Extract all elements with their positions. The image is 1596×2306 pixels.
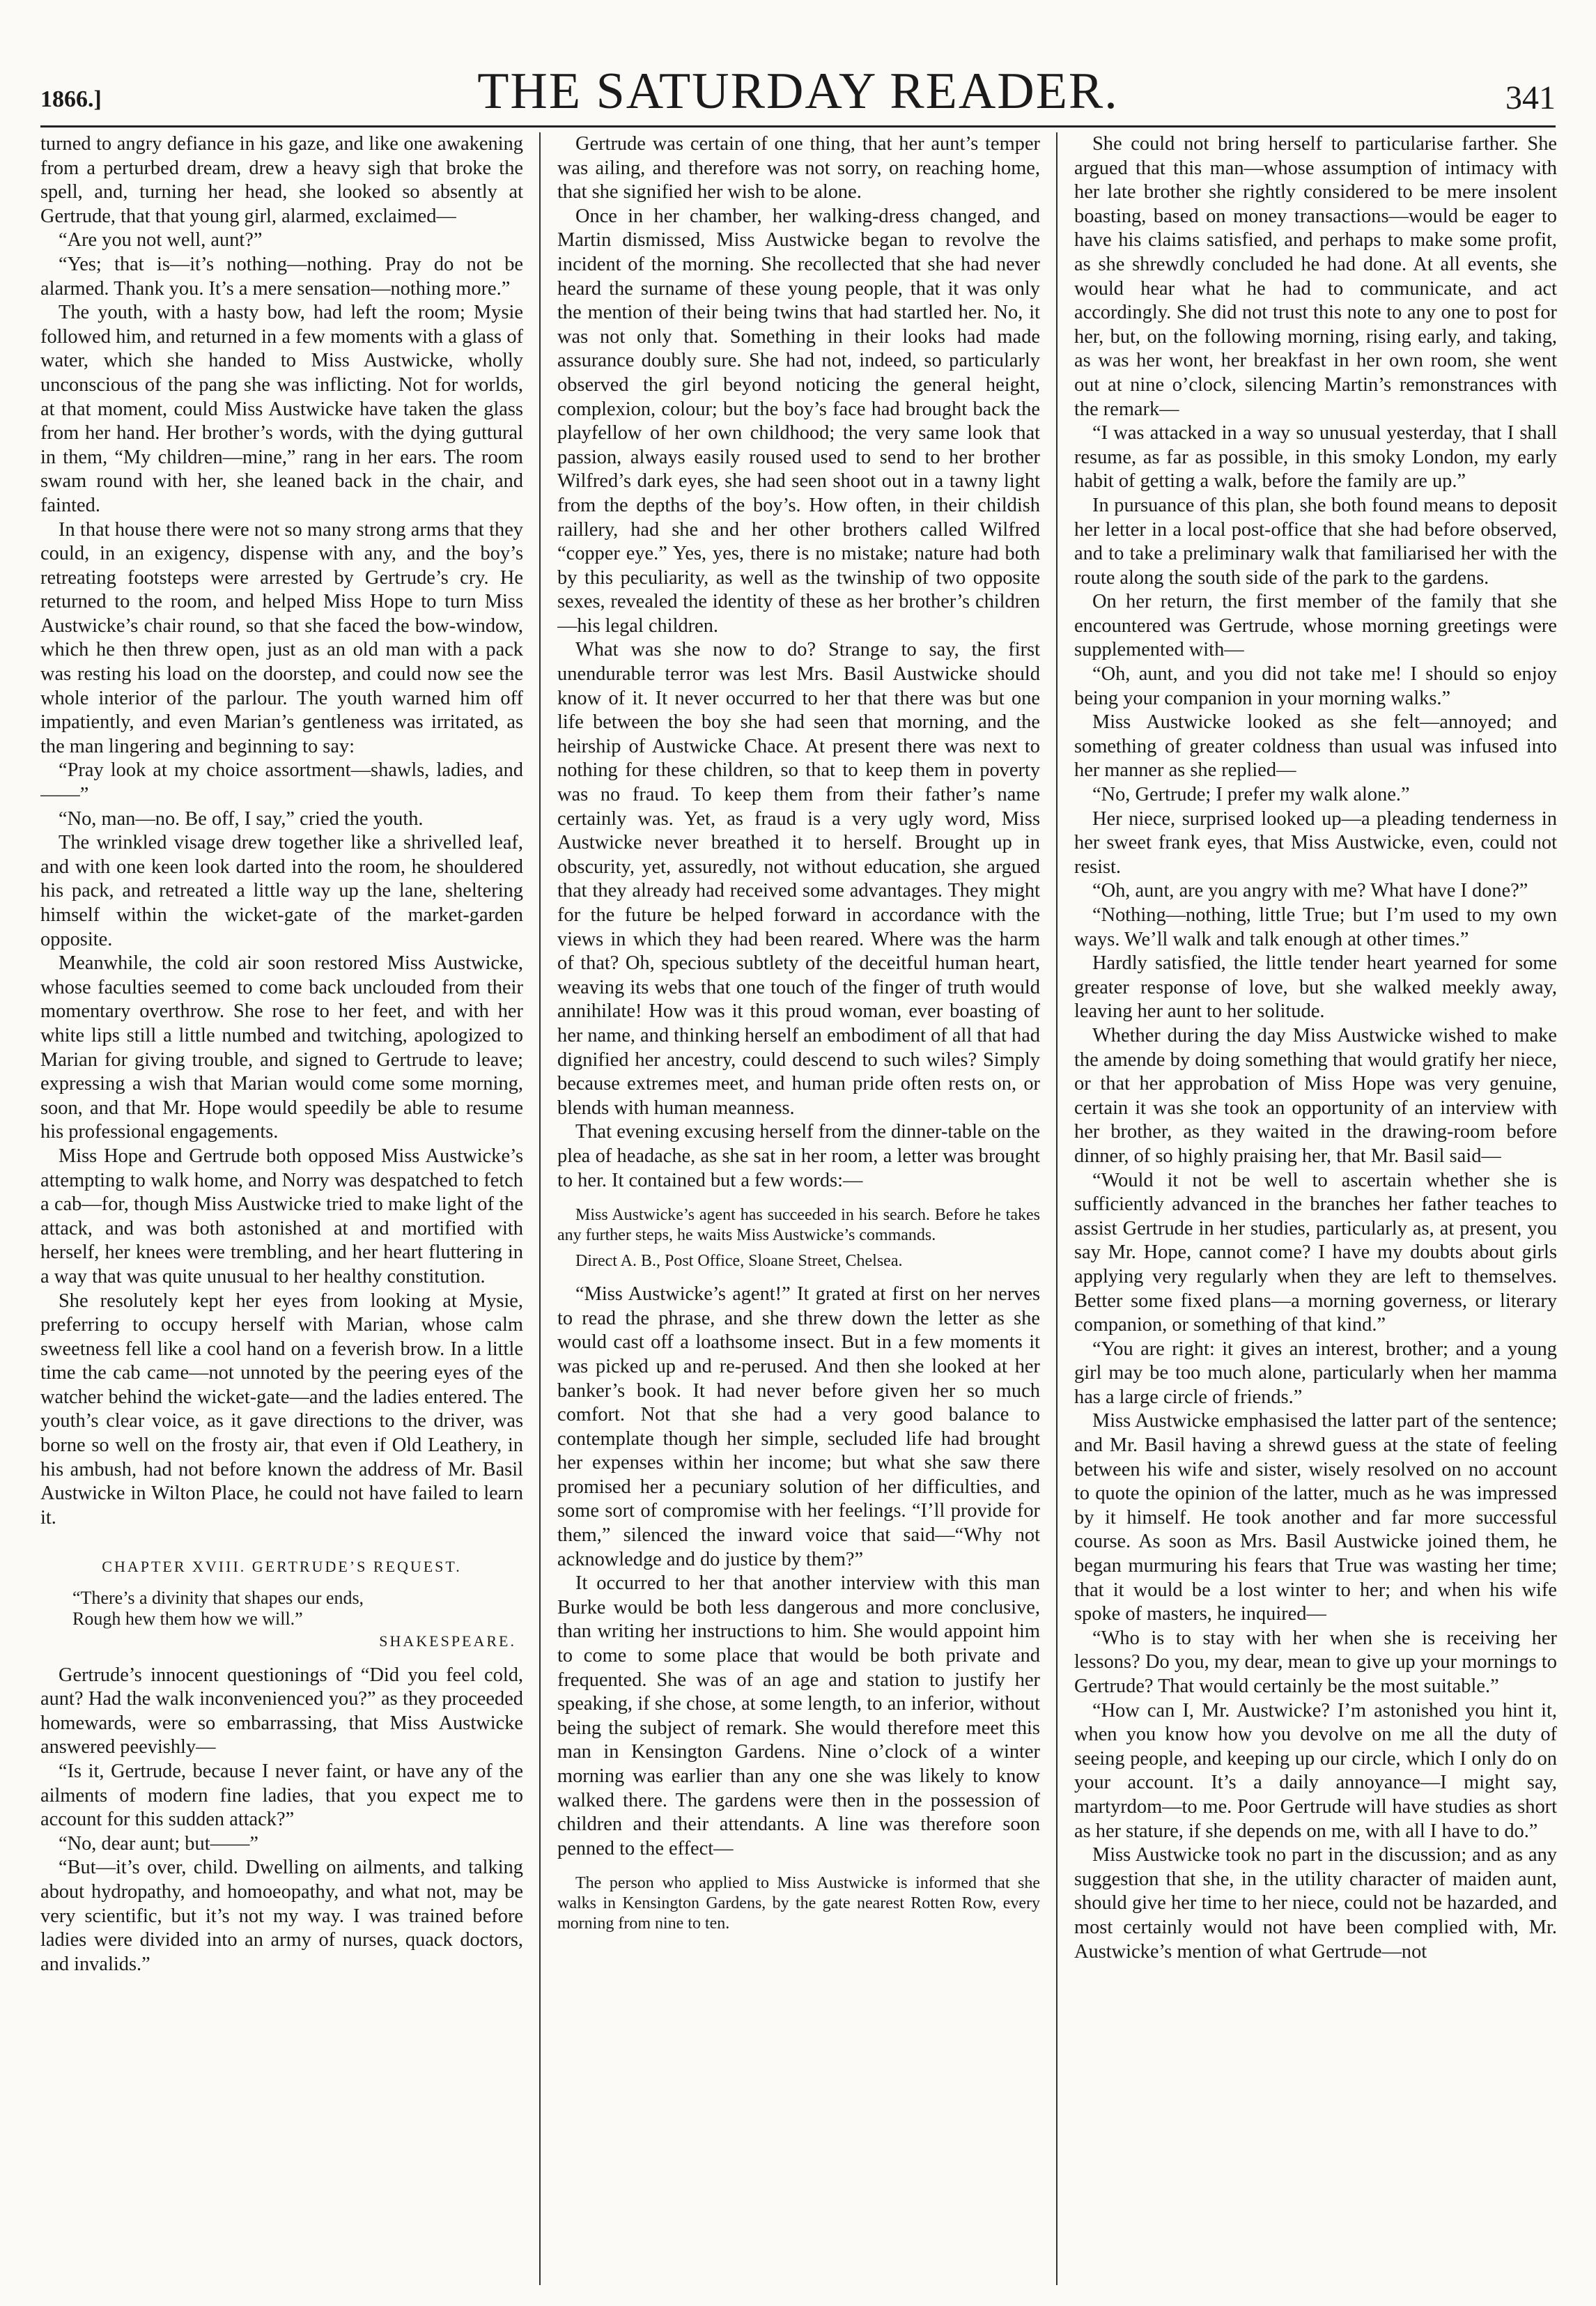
paragraph: “No, man—no. Be off, I say,” cried the youth. — [59, 807, 424, 830]
paragraph: Whether during the day Miss Austwicke wished to make the amende by doing something that would gratify her niece, or that her approbation of Miss Hope was very genuine, certain it was she took an opportunity of an interview with her brother, as they waited in the drawing-room before dinner, of so highly praising her, that Mr. Basil said— — [1074, 1024, 1557, 1167]
paragraph: “Are you not well, aunt?” — [59, 229, 263, 252]
paragraph: Miss Austwicke looked as she felt—annoyed; and something of greater coldness than usual was infused into her manner as she replied— — [1074, 711, 1557, 782]
paragraph: Gertrude was certain of one thing, that her aunt’s temper was ailing, and therefore was not sorry, on reaching home, that she signified her wish to be alone. — [557, 133, 1040, 203]
masthead-title: THE SATURDAY READER. — [477, 63, 1119, 120]
paragraph: “I was attacked in a way so unusual yesterday, that I shall resume, as far as possible, in this smoky London, my early habit of getting a walk, before the family are up.” — [1074, 422, 1557, 493]
paragraph: The youth, with a hasty bow, had left the room; Mysie followed him, and returned in a few moments with a glass of water, which she handed to Miss Austwicke, wholly unconscious of the pang she was inflicting. Not for worlds, at that moment, could Miss Austwicke have taken the glass from her hand. Her brother’s words, with the dying guttural in them, “My children—mine,” rang in her ears. The room swam round with her, she leaned back in the chair, and fainted. — [40, 302, 523, 516]
paragraph: “You are right: it gives an interest, brother; and a young girl may be too much alone, particularly when her mamma has a large circle of friends.” — [1074, 1338, 1557, 1408]
paragraph: Gertrude’s innocent questionings of “Did you feel cold, aunt? Had the walk inconvenienced you?” as they proceeded homewards, were so embarrassing, that Miss Austwicke answered peevishly— — [40, 1664, 523, 1758]
paragraph: Miss Hope and Gertrude both opposed Miss Austwicke’s attempting to walk home, and Norry was despatched to fetch a cab—for, though Miss Austwicke tried to make light of the attack, and was both astonished at and mortified with herself, her knees were trembling, and her heart fluttering in a way that was quite unusual to her healthy constitution. — [40, 1145, 523, 1287]
paragraph: She could not bring herself to particularise farther. She argued that this man—whose assumption of intimacy with her late brother she rightly considered to be mere insolent boasting, based on money transactions—would be eager to have his claims satisfied, and perhaps to make some profit, as she shrewdly concluded he had done. At all events, she would hear what he had to communicate, and act accordingly. She did not trust this note to any one to post for her, but, on the following morning, rising early, and taking, as was her wont, her breakfast in her own room, she went out at nine o’clock, silencing Martin’s remonstrances with the remark— — [1074, 133, 1557, 420]
paragraph: “Nothing—nothing, little True; but I’m used to my own ways. We’ll walk and talk enough at other times.” — [1074, 904, 1557, 950]
letter-text: The person who applied to Miss Austwicke is informed that she walks in Kensington Gardens, by the gate nearest Rotten Row, every morning from nine to ten. — [557, 1874, 1040, 1933]
column-divider — [1056, 132, 1057, 2285]
paragraph: Once in her chamber, her walking-dress changed, and Martin dismissed, Miss Austwicke began to revolve the incident of the morning. She recollected that she had never heard the surname of these young people, that it was only the mention of their being twins that had startled her. No, it was not only that. Something in their looks had made assurance doubly sure. She had not, indeed, so particularly observed the girl beyond noticing the general height, complexion, colour; but the boy’s face had brought back the playfellow of her own childhood; the very same look that passion, always easily roused used to send to her brother Wilfred’s dark eyes, she had seen shoot out in a tawny light from the depths of the boy’s. How often, in their childish raillery, had she and her other brothers called Wilfred “copper eye.” Yes, yes, there is no mistake; nature had both by this peculiarity, as well as the twinship of two opposite sexes, revealed the identity of these as her brother’s children—his legal children. — [557, 205, 1040, 637]
paragraph: Meanwhile, the cold air soon restored Miss Austwicke, whose faculties seemed to come back unclouded from their momentary overthrow. She rose to her feet, and with her white lips still a little numbed and twitching, apologized to Marian for giving trouble, and signed to Gertrude to leave; expressing a wish that Marian would come some morning, soon, and that Mr. Hope would speedily be able to resume his professional engagements. — [40, 952, 523, 1143]
paragraph: Miss Austwicke took no part in the discussion; and as any suggestion that she, in the utility character of maiden aunt, should give her time to her niece, could not be hazarded, and most certainly would not have been complied with, Mr. Austwicke’s mention of what Gertrude—not — [1074, 1844, 1557, 1963]
paragraph: “But—it’s over, child. Dwelling on ailments, and talking about hydropathy, and homoeopathy, and what not, may be very scientific, but it’s not my way. I was trained before ladies were divided into an army of nurses, quack doctors, and invalids.” — [40, 1857, 523, 1975]
paragraph: On her return, the first member of the family that she encountered was Gertrude, whose morning greetings were supplemented with— — [1074, 591, 1557, 661]
epigraph-line: Rough hew them how we will.” — [72, 1609, 303, 1630]
column-right — [1074, 132, 1557, 2285]
epigraph-attribution: SHAKESPEARE. — [379, 1632, 516, 1650]
column-middle — [557, 132, 1040, 2285]
issue-date: 1866.] — [40, 86, 102, 112]
paragraph: turned to angry defiance in his gaze, and like one awakening from a perturbed dream, drew a heavy sigh that broke the spell, and, turning her head, she looked so absently at Gertrude, that that young girl, alarmed, exclaimed— — [40, 133, 523, 227]
paragraph: “Oh, aunt, and you did not take me! I should so enjoy being your companion in your morning walks.” — [1074, 663, 1557, 709]
paragraph: Hardly satisfied, the little tender heart yearned for some greater response of love, but she walked meekly away, leaving her aunt to her solitude. — [1074, 952, 1557, 1023]
paragraph: “No, dear aunt; but——” — [59, 1832, 258, 1855]
paragraph: In pursuance of this plan, she both found means to deposit her letter in a local post-office that she had before observed, and to take a preliminary walk that familiarised her with the route along the south side of the park to the gardens. — [1074, 494, 1557, 589]
chapter-heading: CHAPTER XVIII. GERTRUDE’S REQUEST. — [102, 1558, 462, 1576]
epigraph-line: “There’s a divinity that shapes our ends, — [72, 1588, 364, 1609]
paragraph: She resolutely kept her eyes from looking at Mysie, preferring to occupy herself with Marian, whose calm sweetness fell like a cool hand on a feverish brow. In a little time the cab came—not unnoted by the peering eyes of the watcher behind the wicket-gate—and the ladies entered. The youth’s clear voice, as it gave directions to the driver, was borne so well on the frosty air, that even if Old Leathery, in his ambush, had not before known the address of Mr. Basil Austwicke in Wilton Place, he could not have failed to learn it. — [40, 1290, 523, 1529]
paragraph: The wrinkled visage drew together like a shrivelled leaf, and with one keen look darted into the room, he shouldered his pack, and retreated a little way up the lane, sheltering himself within the wicket-gate of the market-garden opposite. — [40, 832, 523, 950]
page-number: 341 — [1505, 79, 1556, 116]
letter-address: Direct A. B., Post Office, Sloane Street, Chelsea. — [575, 1252, 903, 1271]
paragraph: “Is it, Gertrude, because I never faint, or have any of the ailments of modern fine ladies, that you expect me to account for this sudden attack?” — [40, 1761, 523, 1831]
paragraph: “Who is to stay with her when she is receiving her lessons? Do you, my dear, mean to give up your mornings to Gertrude? That would certainly be the most suitable.” — [1074, 1627, 1557, 1697]
paragraph: It occurred to her that another interview with this man Burke would be both less dangerous and more conclusive, than writing her instructions to him. She would appoint him to come to some place that would be both private and frequented. She was of an age and station to justify her speaking, if she chose, at some length, to an inferior, without being the subject of remark. She would therefore meet this man in Kensington Gardens. Nine o’clock of a winter morning was earlier than any one she was likely to know walked there. The gardens were then in the possession of children and their attendants. A line was therefore soon penned to the effect— — [557, 1572, 1040, 1859]
paragraph: Miss Austwicke emphasised the latter part of the sentence; and Mr. Basil having a shrewd guess at the state of feeling between his wife and sister, wisely resolved on no account to quote the opinion of the latter, much as he was impressed by it himself. He took another and far more successful course. As soon as Mrs. Basil Austwicke joined them, he began murmuring his fears that True was wasting her time; that it would be a lost winter to her; and when his wife spoke of masters, he inquired— — [1074, 1410, 1557, 1625]
paragraph: Her niece, surprised looked up—a pleading tenderness in her sweet frank eyes, that Miss Austwicke, even, could not resist. — [1074, 807, 1557, 878]
paragraph: “Would it not be well to ascertain whether she is sufficiently advanced in the branches her father teaches to assist Gertrude in her studies, particularly as, at present, you say Mr. Hope, cannot come? I have my doubts about girls applying very regularly when they are left to themselves. Better some fixed plans—a morning governess, or literary companion, or something of that kind.” — [1074, 1169, 1557, 1336]
paragraph: In that house there were not so many strong arms that they could, in an exigency, dispense with any, and the boy’s retreating footsteps were arrested by Gertrude’s cry. He returned to the room, and helped Miss Hope to turn Miss Austwicke’s chair round, so that she faced the bow-window, which he then threw open, just as an old man with a pack was resting his load on the doorstep, and could now see the whole interior of the parlour. The youth warned him off impatiently, and even Marian’s gentleness was irritated, as the man lingering and beginning to say: — [40, 518, 523, 757]
column-left — [40, 132, 523, 2285]
letter-text: Miss Austwicke’s agent has succeeded in his search. Before he takes any further steps, he waits Miss Austwicke’s commands. — [557, 1206, 1040, 1245]
paragraph: “How can I, Mr. Austwicke? I’m astonished you hint it, when you know how you devolve on me all the duty of seeing people, and keeping up our circle, which I only do on your account. It’s a daily annoyance—I might say, martyrdom—to me. Poor Gertrude will have studies as short as her stature, if she depends on me, with all I have to do.” — [1074, 1699, 1557, 1842]
page-header — [40, 49, 1556, 127]
column-divider — [539, 132, 541, 2285]
article-columns — [40, 132, 1556, 2285]
paragraph: “Yes; that is—it’s nothing—nothing. Pray do not be alarmed. Thank you. It’s a mere sensation—nothing more.” — [40, 253, 523, 300]
paragraph: That evening excusing herself from the dinner-table on the plea of headache, as she sat in her room, a letter was brought to her. It contained but a few words:— — [557, 1121, 1040, 1191]
paragraph: What was she now to do? Strange to say, the first unendurable terror was lest Mrs. Basil Austwicke should know of it. It never occurred to her that there was but one life between the boy she had seen that morning, and the heirship of Austwicke Chace. At present there was next to nothing for these children, so that to keep them in poverty was no fraud. To keep them from their father’s name certainly was. Yet, as fraud is a very ugly word, Miss Austwicke never breathed it to herself. Brought up in obscurity, yet, assuredly, not without education, she argued that they already had received some advantages. They might for the future be helped forward in accordance with the views in which they had been reared. Where was the harm of that? Oh, specious subtlety of the deceitful human heart, weaving its webs that one touch of the finger of truth would annihilate! How was it this proud woman, ever boasting of her name, and thinking herself an embodiment of all that had dignified her ancestry, could descend to such wiles? Simply because extremes meet, and human pride often rests on, or blends with human meanness. — [557, 639, 1040, 1119]
paragraph: “No, Gertrude; I prefer my walk alone.” — [1092, 784, 1410, 806]
paragraph: “Miss Austwicke’s agent!” It grated at first on her nerves to read the phrase, and she threw down the letter as she would cast off a loathsome insect. But in a few moments it was picked up and re-perused. And then she looked at her banker’s book. It had never before given her so much comfort. Not that she had a very good balance to contemplate though her simple, secluded life had brought her expenses within her income; but what she saw there promised her a pecuniary solution of her difficulties, and some sort of compromise with her feelings. “I’ll provide for them,” silenced the inward voice that said—“Why not acknowledge and do justice by them?” — [557, 1283, 1040, 1570]
paragraph: “Pray look at my choice assortment—shawls, ladies, and——” — [40, 759, 523, 806]
paragraph: “Oh, aunt, are you angry with me? What have I done?” — [1092, 880, 1528, 902]
